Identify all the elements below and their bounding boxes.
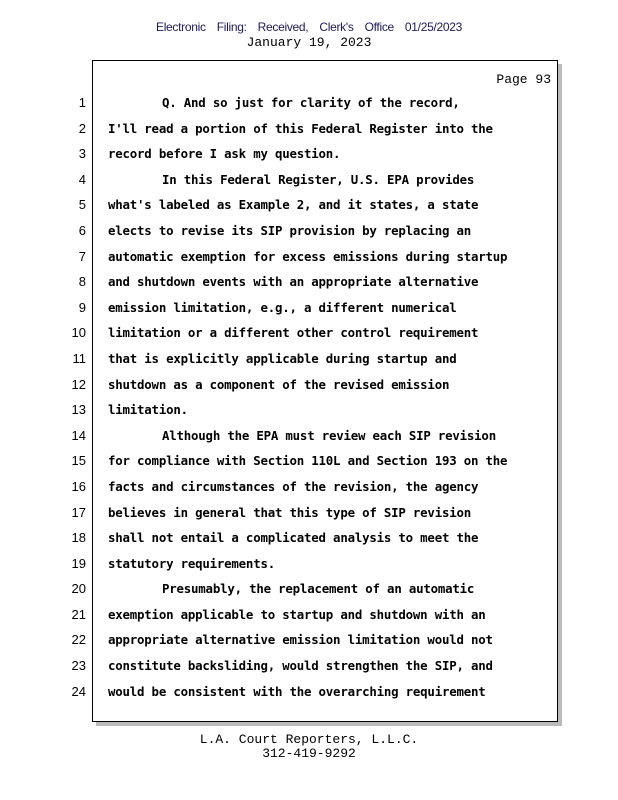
- line-number: 20: [71, 581, 86, 597]
- line-number: 19: [71, 555, 86, 571]
- line-number: 23: [71, 658, 86, 674]
- transcript-line: constitute backsliding, would strengthen the SIP, and: [108, 658, 493, 674]
- line-number: 8: [78, 274, 86, 290]
- transcript-line: what's labeled as Example 2, and it states, a state: [108, 197, 479, 213]
- transcript-line: and shutdown events with an appropriate alternative: [108, 274, 479, 290]
- line-number: 7: [78, 248, 86, 264]
- transcript-line: believes in general that this type of SIP revision: [108, 504, 471, 520]
- line-number: 18: [71, 530, 86, 546]
- transcript-line: Q. And so just for clarity of the record,: [162, 95, 460, 110]
- reporter-company: L.A. Court Reporters, L.L.C.: [199, 732, 419, 747]
- transcript-line: facts and circumstances of the revision, the agency: [108, 478, 479, 494]
- transcript-line: record before I ask my question.: [108, 146, 341, 162]
- line-number: 22: [71, 632, 86, 648]
- transcript-line: Although the EPA must review each SIP revision: [162, 427, 496, 443]
- page-number: Page 93: [496, 72, 551, 87]
- line-number: 11: [72, 350, 86, 366]
- line-number: 4: [78, 171, 86, 187]
- transcript-line: limitation or a different other control requirement: [108, 325, 479, 341]
- line-number: 14: [71, 427, 86, 443]
- footer: [0, 733, 618, 761]
- transcript-line: for compliance with Section 110L and Section 193 on the: [108, 453, 508, 469]
- line-number: 2: [78, 120, 86, 136]
- line-number: 6: [78, 222, 86, 238]
- line-number: 9: [78, 299, 86, 315]
- transcript-line: that is explicitly applicable during startup and: [108, 350, 457, 366]
- line-number: 17: [71, 504, 86, 520]
- line-number: 12: [71, 376, 86, 392]
- transcript-line: In this Federal Register, U.S. EPA provides: [162, 171, 475, 187]
- filing-stamp: Electronic Filing: Received, Clerk's Office 01/25/2023: [155, 20, 462, 34]
- transcript-line: Presumably, the replacement of an automatic: [162, 581, 475, 597]
- transcript-line: limitation.: [108, 402, 188, 418]
- transcript-line: appropriate alternative emission limitation would not: [108, 632, 493, 648]
- transcript-date: January 19, 2023: [246, 35, 372, 50]
- line-number: 10: [71, 325, 86, 341]
- transcript-line: shutdown as a component of the revised emission: [108, 376, 450, 392]
- line-number: 13: [71, 402, 86, 418]
- line-number: 21: [71, 606, 86, 622]
- transcript-line: exemption applicable to startup and shutdown with an: [108, 606, 486, 622]
- transcript-line: I'll read a portion of this Federal Register into the: [108, 120, 493, 136]
- line-number: 15: [71, 453, 86, 469]
- line-numbers: [60, 94, 86, 708]
- line-number: 1: [78, 95, 86, 110]
- transcript-line: shall not entail a complicated analysis to meet the: [108, 530, 479, 546]
- transcript-line: automatic exemption for excess emissions during startup: [108, 248, 508, 264]
- transcript-line: statutory requirements.: [108, 555, 275, 571]
- line-number: 3: [78, 146, 86, 162]
- line-number: 16: [71, 478, 86, 494]
- line-number: 24: [71, 683, 86, 699]
- transcript-line: elects to revise its SIP provision by replacing an: [108, 222, 471, 238]
- transcript-line: would be consistent with the overarching requirement: [108, 683, 486, 699]
- transcript-lines: [108, 94, 553, 708]
- transcript-line: emission limitation, e.g., a different numerical: [108, 299, 457, 315]
- line-number: 5: [78, 197, 86, 213]
- reporter-phone: 312-419-9292: [262, 746, 356, 761]
